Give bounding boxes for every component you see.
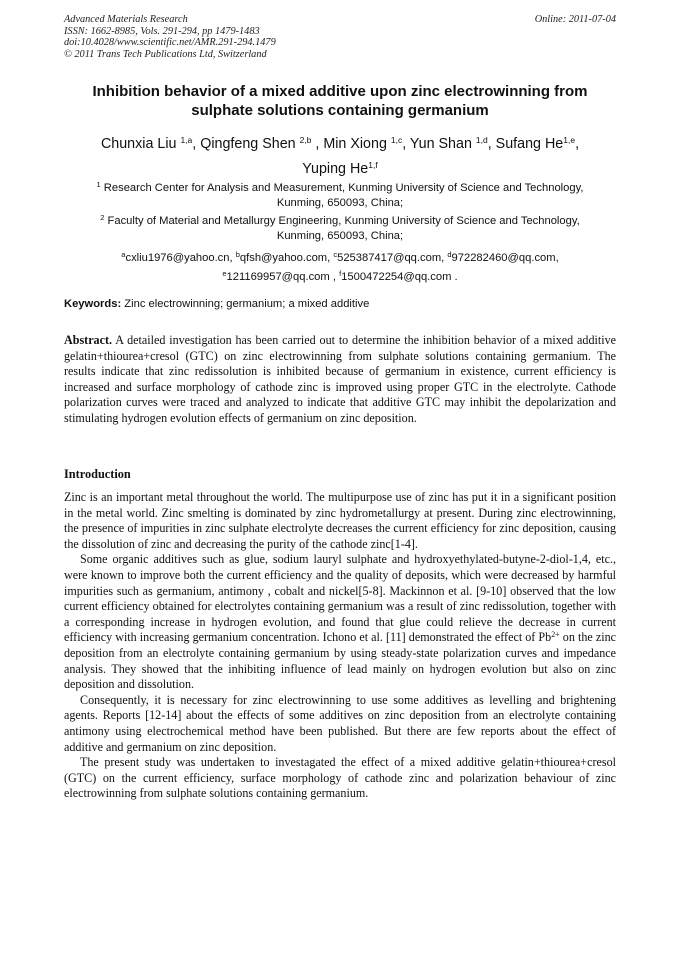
email-link[interactable]: cxliu1976@yahoo.cn,	[125, 252, 236, 264]
author-name: , Qingfeng Shen	[192, 136, 300, 152]
author-marker: 2,b	[299, 135, 312, 145]
paragraph	[64, 552, 616, 692]
email-link[interactable]: qfsh@yahoo.com,	[239, 252, 334, 264]
author-marker: 1,d	[475, 135, 488, 145]
email-link[interactable]: 121169957@qq.com ,	[226, 271, 340, 283]
author-name: , Sufang He	[487, 136, 564, 152]
paragraph: Zinc is an important metal throughout the world. The multipurpose use of zinc has put it in a significant position in the metal world. Zinc smelting is dominated by zinc hydrometallurgy at present. During zinc electrowinning, the presence of impurities in zinc sulphate electrolyte decreases the current efficiency for zinc deposition, causing the dissolution of zinc and decreasing the purity of the cathode zinc[1-4].	[64, 490, 616, 551]
affiliation-text: Kunming, 650093, China;	[276, 197, 404, 209]
affiliation-2	[60, 210, 620, 244]
email-link[interactable]: 1500472254@qq.com .	[341, 271, 458, 283]
affiliation-text: Kunming, 650093, China;	[276, 230, 404, 242]
paragraph: Consequently, it is necessary for zinc electrowinning to use some additives as levelling and brightening agents. Reports [12-14] about the effects of some additives on zinc deposition from an electrolyte containing antimony using electrochemical method have been published. But there are few reports about the effect of additive and germanium on zinc deposition.	[64, 692, 616, 754]
email-marker: f	[339, 269, 342, 278]
keywords	[64, 297, 616, 312]
affiliation-marker: 1	[96, 180, 101, 189]
email-marker: b	[235, 250, 240, 259]
email-link[interactable]: 972282460@qq.com,	[451, 252, 559, 264]
author-marker: 1,a	[180, 135, 193, 145]
author-separator: ,	[575, 136, 580, 152]
issn-line: ISSN: 1662-8985, Vols. 291-294, pp 1479-1483	[64, 25, 260, 37]
abstract	[64, 333, 616, 427]
email-link[interactable]: 525387417@qq.com,	[337, 252, 448, 264]
paragraph: The present study was undertaken to investagated the effect of a mixed additive gelatin+thiourea+cresol (GTC) on the current efficiency, surface morphology of cathode zinc and polarization behaviour of zinc electrowinning from sulphate solutions containing germanium.	[64, 755, 616, 801]
paper-title	[52, 82, 628, 120]
author-marker: 1,c	[390, 135, 403, 145]
journal-header	[64, 14, 616, 60]
copyright-line: © 2011 Trans Tech Publications Ltd, Switzerland	[64, 48, 267, 60]
abstract-label: Abstract.	[64, 333, 113, 347]
affiliation-1	[60, 177, 620, 211]
paragraph-text: on the zinc deposition from an electrolyte containing germanium by using steady-state polarization curves and impedance analysis. They showed that the inhibiting influence of lead mainly on hydrogen evolution but also on zinc deposition and dissolution.	[64, 630, 616, 692]
author-marker: 1,e	[563, 135, 576, 145]
author-name: , Yun Shan	[402, 136, 476, 152]
superscript: 2+	[551, 630, 560, 640]
email-marker: e	[222, 269, 227, 278]
paragraph-text: Some organic additives such as glue, sodium lauryl sulphate and hydroxyethylated-butyne-2-diol-1,4, etc., were known to improve both the current efficiency and the quality of deposits, which were decreased by harmful impurities such as germanium, antimony , cobalt and nickel[5-8]. Mackinnon et al. [9-10] observed that the low current efficiency obtained for electrolytes containing germanium was a result of zinc redissolution, together with a corresponding increase in hydrogen evolution, and found that glue could relieve the decrease in current efficiency with increasing germanium concentration. Ichono et al. [11] demonstrated the effect of Pb	[64, 552, 616, 645]
keywords-text: Zinc electrowinning; germanium; a mixed additive	[121, 298, 370, 310]
title-line-2: sulphate solutions containing germanium	[191, 102, 489, 119]
section-heading: Introduction	[64, 467, 131, 481]
email-marker: a	[121, 250, 126, 259]
online-date: Online: 2011-07-04	[534, 14, 616, 25]
email-marker: c	[333, 250, 338, 259]
keywords-label: Keywords:	[64, 298, 122, 310]
introduction-body	[64, 490, 616, 802]
author-name: , Min Xiong	[311, 136, 391, 152]
affiliation-marker: 2	[100, 213, 105, 222]
affiliation-text: Research Center for Analysis and Measurement, Kunming University of Science and Technology,	[100, 182, 584, 194]
email-list	[60, 247, 620, 285]
doi-line: doi:10.4028/www.scientific.net/AMR.291-294.1479	[64, 37, 276, 49]
affiliation-text: Faculty of Material and Metallurgy Engineering, Kunming University of Science and Technology,	[104, 215, 580, 227]
author-name: Chunxia Liu	[100, 136, 181, 152]
journal-name: Advanced Materials Research	[64, 14, 188, 25]
author-marker: 1,f	[368, 160, 378, 170]
author-name: Yuping He	[302, 161, 369, 177]
email-marker: d	[447, 250, 452, 259]
author-list	[52, 130, 628, 180]
title-line-1: Inhibition behavior of a mixed additive upon zinc electrowinning from	[92, 83, 588, 100]
abstract-text: A detailed investigation has been carried out to determine the inhibition behavior of a mixed additive gelatin+thiourea+cresol (GTC) on zinc electrowinning from sulphate solutions containing germanium. The results indicate that zinc redissolution is inhibited because of germanium in existence, current efficiency is increased and surface morphology of cathode zinc is improved using proper GTC in the electrolyte. Cathode polarization curves were traced and analyzed to indicate that additive GTC may inhibit the depolarization and stimulating hydrogen evolution effects of germanium on zinc deposition.	[64, 333, 616, 425]
